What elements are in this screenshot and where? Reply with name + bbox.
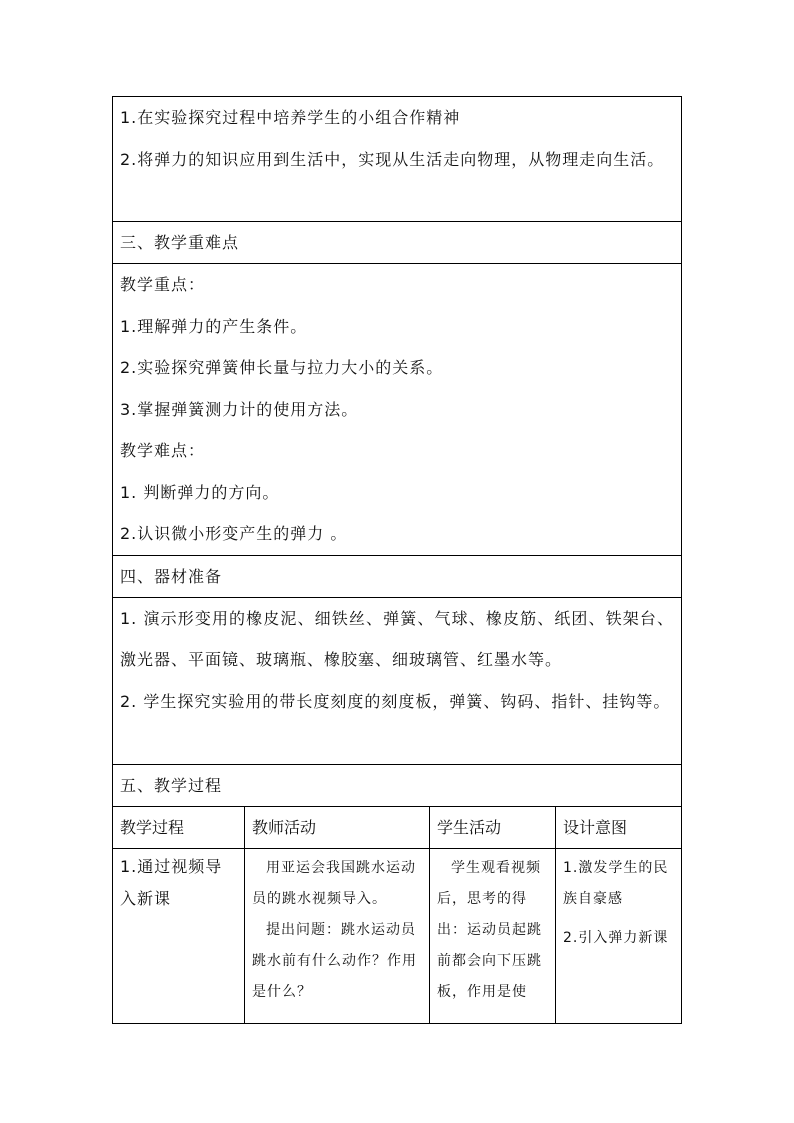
section-header-row: [113, 764, 682, 806]
section-header-row: [113, 222, 682, 264]
design-intent: 2.引入弹力新课: [563, 929, 669, 946]
lesson-plan-table: [112, 96, 682, 1024]
section-title: 三、教学重难点: [120, 233, 240, 252]
teacher-activity: 提出问题：跳水运动员跳水前有什么动作？作用是什么？: [252, 921, 417, 1000]
materials-row: [113, 597, 682, 764]
key-difficult-row: [113, 264, 682, 556]
key-point-item: 3.掌握弹簧测力计的使用方法。: [120, 399, 359, 419]
key-points-label: 教学重点：: [120, 275, 206, 294]
material-item: 1. 演示形变用的橡皮泥、细铁丝、弹簧、气球、橡皮筋、纸团、铁架台、激光器、平面镜、玻璃瓶、橡胶塞、细玻璃管、红墨水等。: [120, 608, 675, 669]
objective-item: 2.将弹力的知识应用到生活中，实现从生活走向物理，从物理走向生活。: [120, 149, 665, 169]
column-header: 设计意图: [556, 806, 682, 848]
design-intent: 1.激发学生的民族自豪感: [563, 859, 669, 907]
table-row: [113, 848, 682, 1023]
objective-item: 1.在实验探究过程中培养学生的小组合作精神: [120, 108, 461, 127]
teacher-activity: 用亚运会我国跳水运动员的跳水视频导入。: [252, 859, 416, 907]
section-header-row: [113, 555, 682, 597]
difficult-point-item: 1. 判断弹力的方向。: [120, 482, 280, 502]
key-point-item: 2.实验探究弹簧伸长量与拉力大小的关系。: [120, 358, 444, 377]
column-header: 教学过程: [113, 806, 245, 848]
lesson-plan-page: [112, 96, 681, 1024]
section-title: 五、教学过程: [120, 775, 223, 795]
material-item: 2. 学生探究实验用的带长度刻度的刻度板，弹簧、钩码、指针、挂钩等。: [120, 691, 671, 711]
process-table-header: [113, 806, 682, 848]
process-step: 1.通过视频导入新课: [120, 856, 223, 908]
student-activity: 学生观看视频后，思考的得出：运动员起跳前都会向下压跳板，作用是使: [437, 859, 542, 1000]
section-title: 四、器材准备: [120, 566, 223, 586]
objectives-row: [113, 97, 682, 222]
difficult-points-label: 教学难点：: [120, 441, 206, 460]
column-header: 教师活动: [245, 806, 430, 848]
column-header: 学生活动: [430, 806, 556, 848]
difficult-point-item: 2.认识微小形变产生的弹力 。: [120, 524, 348, 543]
key-point-item: 1.理解弹力的产生条件。: [120, 316, 308, 336]
